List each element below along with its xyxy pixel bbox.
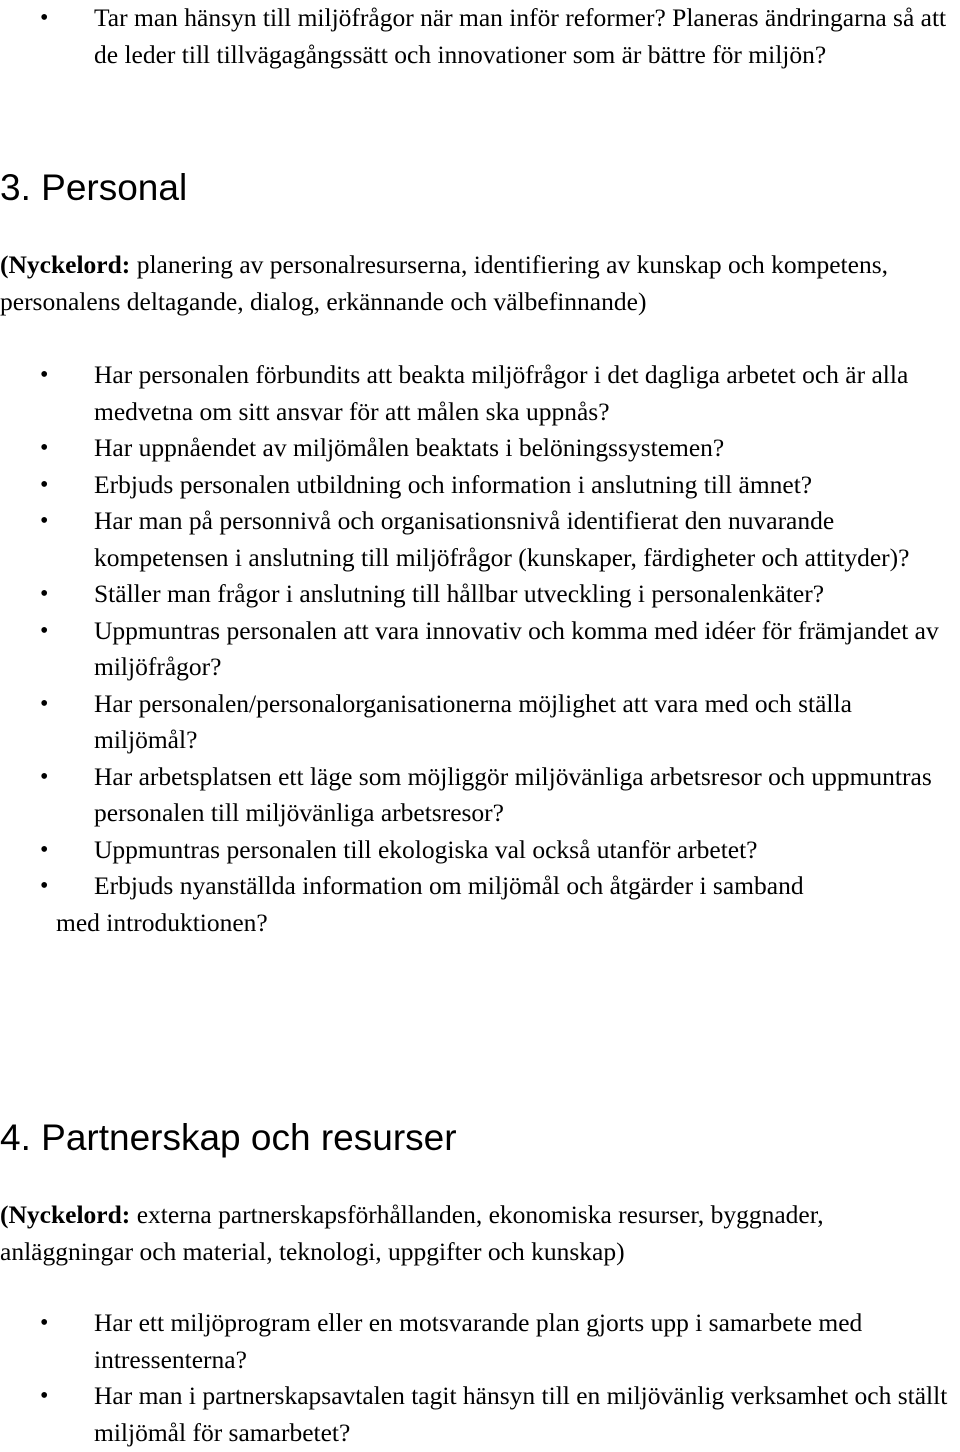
list-item: • Har personalen/personalorganisationerna möjlighet att vara med och ställa miljömål? xyxy=(0,686,960,759)
list-item: • Har personalen förbundits att beakta miljöfrågor i det dagliga arbetet och är alla medvetna om sitt ansvar för att målen ska uppnås? xyxy=(0,357,960,430)
list-item: • Har arbetsplatsen ett läge som möjliggör miljövänliga arbetsresor och uppmuntras personalen till miljövänliga arbetsresor? xyxy=(0,759,960,832)
section-3-question-list xyxy=(0,357,960,941)
section-3-title: 3. Personal xyxy=(0,167,188,208)
section-3-keywords xyxy=(0,247,955,320)
list-item: • Har ett miljöprogram eller en motsvarande plan gjorts upp i samarbete med intressenterna? xyxy=(0,1305,960,1378)
list-item: • Tar man hänsyn till miljöfrågor när man inför reformer? Planeras ändringarna så att de leder till tillvägagångssätt och innovationer som är bättre för miljön? xyxy=(0,0,960,73)
section-4-title: 4. Partnerskap och resurser xyxy=(0,1117,457,1158)
list-item: • Uppmuntras personalen att vara innovativ och komma med idéer för främjandet av miljöfrågor? xyxy=(0,613,960,686)
keywords-label: (Nyckelord: xyxy=(0,250,131,279)
list-item: • Uppmuntras personalen till ekologiska val också utanför arbetet? xyxy=(0,832,960,869)
keywords-text: externa partnerskapsförhållanden, ekonomiska resurser, byggnader, anläggningar och material, teknologi, uppgifter och kunskap) xyxy=(0,1200,824,1266)
section-4-question-list xyxy=(0,1305,960,1451)
list-item-line-2: med introduktionen? xyxy=(56,907,268,937)
intro-question-list xyxy=(0,0,960,73)
list-item: • Ställer man frågor i anslutning till hållbar utveckling i personalenkäter? xyxy=(0,576,960,613)
keywords-label: (Nyckelord: xyxy=(0,1200,131,1229)
list-item: • Har uppnåendet av miljömålen beaktats i belöningssystemen? xyxy=(0,430,960,467)
list-item: • Erbjuds personalen utbildning och information i anslutning till ämnet? xyxy=(0,467,960,504)
list-item xyxy=(0,868,960,941)
keywords-text: planering av personalresurserna, identifiering av kunskap och kompetens, personalens deltagande, dialog, erkännande och välbefinnande) xyxy=(0,250,888,316)
list-item: • Har man på personnivå och organisationsnivå identifierat den nuvarande kompetensen i anslutning till miljöfrågor (kunskaper, färdigheter och attityder)? xyxy=(0,503,960,576)
list-item: • Har man i partnerskapsavtalen tagit hänsyn till en miljövänlig verksamhet och ställt miljömål för samarbetet? xyxy=(0,1378,960,1451)
section-4-keywords xyxy=(0,1197,955,1270)
list-item-line-1: Erbjuds nyanställda information om miljömål och åtgärder i samband xyxy=(94,871,804,900)
